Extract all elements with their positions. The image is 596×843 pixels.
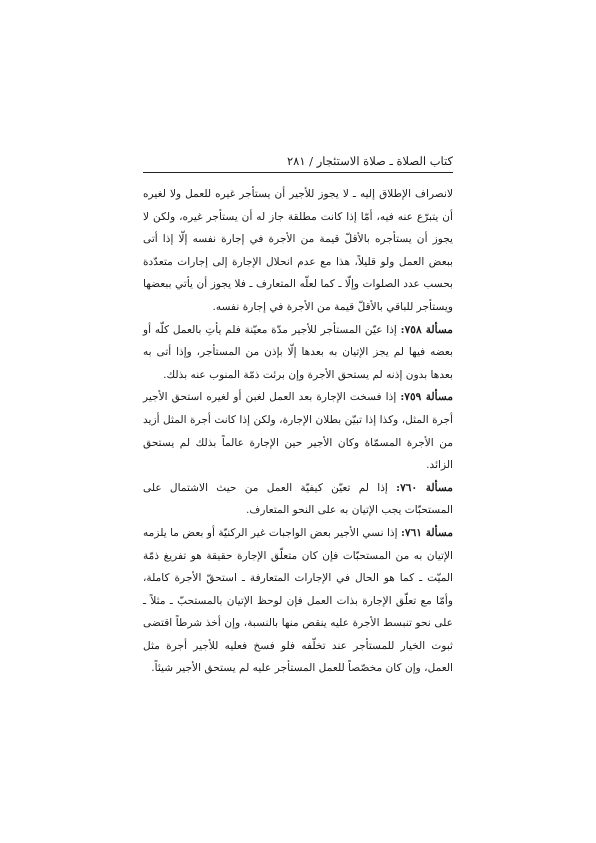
paragraph-intro — [143, 183, 453, 319]
paragraph-text: لانصراف الإطلاق إليه ـ لا يجوز للأجير أن يستأجر غيره للعمل ولا لغيره أن يتبرّع عنه فيه، أمّا إذا كانت مطلقة جاز له أن يستأجر غيره، ولكن لا يجوز أن يستأجره بالأقلّ قيمة من الأجرة في إجارة نفسه إلّا إذا أتى ببعض العمل ولو قليلاً، هذا مع عدم انحلال الإجارة إلى إجارات متعدّدة بحسب عدد الصلوات وإلّا ـ كما لعلّه المتعارف ـ فلا يجوز أن يأتي ببعضها ويستأجر للباقي بالأقلّ قيمة من الأجرة في إجارة نفسه. — [143, 188, 453, 313]
paragraph-text: إذا لم تعيّن كيفيّة العمل من حيث الاشتمال على المستحبّات يجب الإتيان به على النحو المتعارف. — [143, 481, 453, 517]
masala-number: مسألة ٧٥٩: — [400, 391, 453, 404]
header-rule — [143, 172, 453, 173]
masala-number: مسألة ٧٥٨: — [400, 323, 453, 336]
paragraph-text: إذا عيّن المستأجر للأجير مدّة معيّنة فلم يأتِ بالعمل كلّه أو بعضه فيها لم يجز الإتيان به بعدها إلّا بإذن من المستأجر، وإذا أتى به بعدها بدون إذنه لم يستحق الأجرة وإن برئت ذمّة المنوب عنه بذلك. — [143, 323, 453, 381]
header-title: كتاب الصلاة ـ صلاة الاستئجار / ٢٨١ — [286, 154, 453, 168]
paragraph-text: إذا فسخت الإجارة بعد العمل لغبن أو لغيره استحق الأجير أجرة المثل، وكذا إذا تبيّن بطلان الإجارة، ولكن إذا كانت أجرة المثل أزيد من الأجرة المسمّاة وكان الأجير حين الإجارة عالماً بذلك لم يستحق الزائد. — [143, 391, 453, 472]
masala-number: مسألة ٧٦١: — [401, 526, 454, 539]
paragraph-masala-760 — [143, 477, 453, 522]
masala-number: مسألة ٧٦٠: — [396, 481, 453, 494]
page-body — [143, 183, 453, 680]
paragraph-masala-759 — [143, 386, 453, 476]
paragraph-text: إذا نسي الأجير بعض الواجبات غير الركنيّة أو بعض ما يلزمه الإتيان به من المستحبّات فإن كان متعلّق الإجارة حقيقة هو تفريغ ذمّة الميّت ـ كما هو الحال في الإجارات المتعارفة ـ استحقّ الأجرة كاملة، وأمّا مع تعلّق الإجارة بذات العمل فإن لوحظ الإتيان بالمستحبّ ـ مثلاً ـ على نحو تنبسط الأجرة عليه ينقص منها بالنسبة، وإن أخذ شرطاً اقتضى ثبوت الخيار للمستأجر عند تخلّفه فلو فسخ فعليه للأجير أجرة مثل العمل، وإن كان مخصّصاً للعمل المستأجر عليه لم يستحق الأجير شيئاً. — [143, 526, 453, 675]
running-header — [143, 153, 453, 169]
paragraph-masala-758 — [143, 319, 453, 387]
paragraph-masala-761 — [143, 522, 453, 680]
